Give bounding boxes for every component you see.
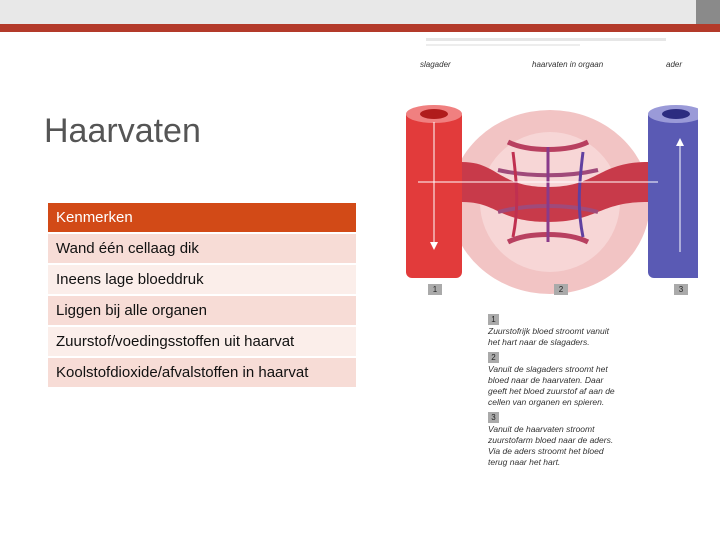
top-dark-corner bbox=[696, 0, 720, 24]
label-artery: slagader bbox=[420, 60, 451, 69]
decorative-line bbox=[426, 38, 666, 41]
top-band bbox=[0, 0, 720, 24]
table-row: Ineens lage bloeddruk bbox=[48, 265, 356, 294]
table-row: Zuurstof/voedingsstoffen uit haarvat bbox=[48, 327, 356, 356]
capillary-diagram bbox=[398, 52, 698, 302]
caption-text: Vanuit de haarvaten stroomt zuurstofarm bloed naar de aders. Via de aders stroomt het bloed terug naar het hart. bbox=[488, 424, 614, 467]
figure-captions bbox=[488, 314, 618, 472]
caption-number: 1 bbox=[488, 314, 499, 325]
caption-number: 2 bbox=[488, 352, 499, 363]
vein-tube bbox=[648, 110, 698, 278]
figure-number-3: 3 bbox=[674, 284, 688, 295]
table-row: Koolstofdioxide/afvalstoffen in haarvat bbox=[48, 358, 356, 387]
caption-number: 3 bbox=[488, 412, 499, 423]
label-capillaries: haarvaten in orgaan bbox=[532, 60, 604, 69]
table-row: Wand één cellaag dik bbox=[48, 234, 356, 263]
decorative-line bbox=[426, 44, 580, 46]
caption-1 bbox=[488, 314, 618, 348]
caption-3 bbox=[488, 412, 618, 468]
caption-text: Vanuit de slagaders stroomt het bloed naar de haarvaten. Daar geeft het bloed zuurstof af aan de cellen van organen en spieren. bbox=[488, 364, 615, 407]
figure-number-2: 2 bbox=[554, 284, 568, 295]
label-vein: ader bbox=[666, 60, 683, 69]
table-row: Liggen bij alle organen bbox=[48, 296, 356, 325]
caption-2 bbox=[488, 352, 618, 408]
caption-text: Zuurstofrijk bloed stroomt vanuit het hart naar de slagaders. bbox=[488, 326, 609, 347]
figure-number-1: 1 bbox=[428, 284, 442, 295]
slide-title: Haarvaten bbox=[44, 112, 201, 150]
top-accent-stripe bbox=[0, 24, 720, 32]
table-header: Kenmerken bbox=[48, 203, 356, 232]
